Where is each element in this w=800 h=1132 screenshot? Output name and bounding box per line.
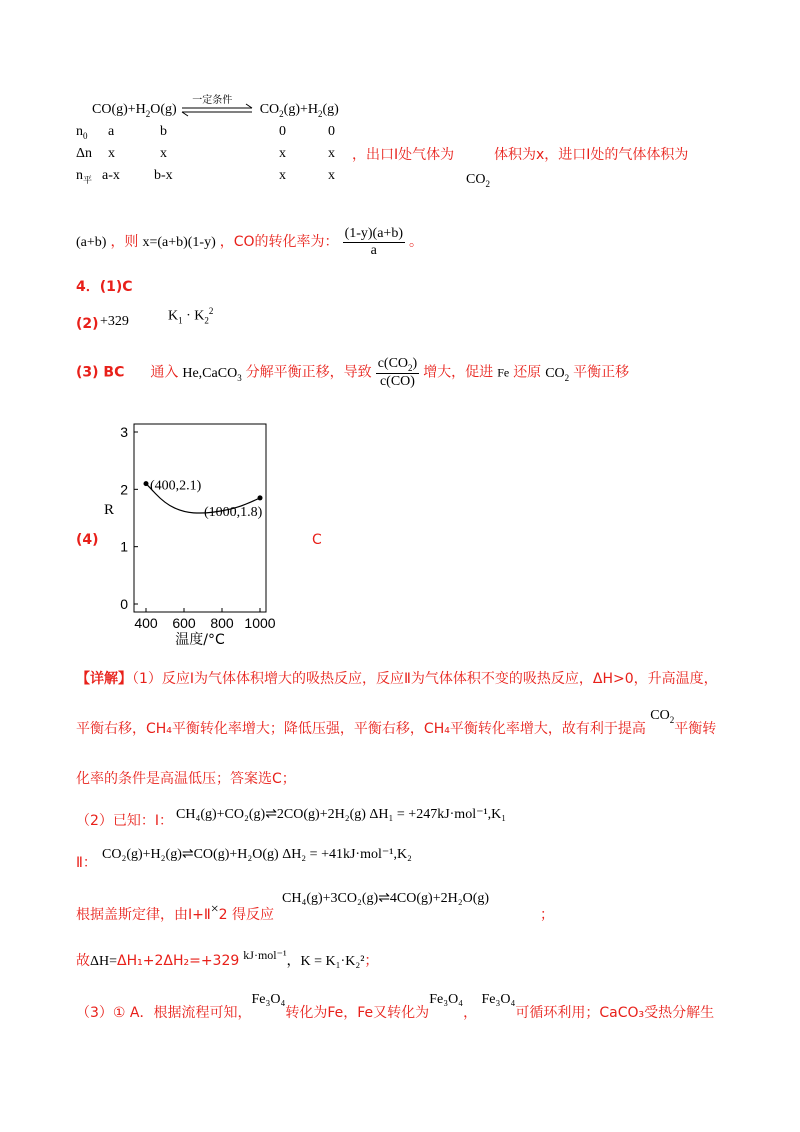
x-tick-label: 1000 (244, 615, 276, 631)
reaction-2-equation: CO₂(g)+H₂(g)⇌CO(g)+H₂O(g) ΔH₂ = +41kJ·mol⁻¹,K₂ (102, 847, 412, 862)
table-cell: b-x (154, 168, 173, 183)
table-cell: x (108, 146, 115, 161)
detail-paragraph-3 (76, 992, 715, 1022)
answer-4-2-k (168, 306, 213, 325)
text: 还原 (513, 364, 542, 381)
co2-formula (466, 172, 490, 189)
answer-4-4-label: (4) (76, 532, 99, 548)
text: 2 得反应 (218, 907, 275, 923)
text: He,CaCO (182, 365, 238, 381)
fraction-numerator (376, 356, 420, 374)
y-axis-label: R (104, 502, 115, 518)
reaction-condition: 一定条件 (192, 94, 233, 106)
k-symbol: K (168, 308, 179, 324)
reaction-lhs2: O(g) (150, 102, 177, 117)
he-caco3 (182, 366, 241, 381)
y-tick-label: 2 (120, 481, 128, 498)
known-label: （2）已知：Ⅰ： (76, 813, 174, 829)
period: 。 (408, 234, 423, 251)
table-cell: 0 (279, 124, 286, 139)
r-vs-temperature-chart (90, 418, 290, 648)
row-label: n (76, 124, 83, 139)
co2-formula (545, 366, 569, 381)
table-cell: x (328, 168, 335, 183)
hess-law-line (76, 904, 274, 924)
semicolon: ； (364, 953, 379, 969)
delta-h: ΔH= (90, 954, 118, 969)
reaction-rhs-sub: 2 (279, 108, 284, 119)
k-expression: ，K = K₁·K₂² (286, 954, 365, 969)
co2-text: CO (466, 172, 486, 187)
sub: 2 (564, 372, 570, 383)
fe3o4-formula: Fe₃O₄ (481, 992, 516, 1007)
x-tick-label: 800 (210, 615, 234, 631)
y-tick-label: 0 (120, 596, 128, 612)
answer-4-3 (76, 356, 629, 390)
text: 平衡右移，CH₄平衡转化率增大；降低压强，平衡右移，CH₄平衡转化率增大，故有利于提高 (76, 721, 646, 737)
annotation-end: (1000,1.8) (204, 504, 263, 520)
fe3o4-formula: Fe₃O₄ (429, 992, 464, 1007)
reaction-lhs: CO(g)+H (92, 102, 146, 117)
table-cell: x (279, 146, 286, 161)
text: 分解平衡正移，导致 (245, 364, 372, 381)
text: 故 (76, 953, 90, 969)
text: 根据盖斯定律，由Ⅰ+Ⅱ (76, 907, 211, 923)
co2-formula (650, 708, 674, 723)
text: （3）① A．根据流程可知， (76, 1005, 252, 1021)
text: 平衡转 (674, 721, 717, 737)
annotation-start: (400,2.1) (150, 478, 202, 494)
data-point (144, 481, 149, 486)
row-label-sub: 平 (83, 174, 93, 185)
overall-reaction: CH₄(g)+3CO₂(g)⇌4CO(g)+2H₂O(g) (282, 891, 490, 906)
enthalpy-line (76, 950, 378, 970)
row-label-sub: 0 (83, 130, 88, 141)
x-axis-label: 温度/°C (175, 632, 225, 648)
answer-4-1: 4．(1)C (76, 279, 133, 295)
table-row (76, 124, 88, 141)
table-cell: x (279, 168, 286, 183)
table-cell: x (160, 146, 167, 161)
fraction-denominator: a (370, 243, 377, 258)
table-note1: ，出口Ⅰ处气体为 (352, 147, 455, 163)
table-note2: 体积为x，进口Ⅰ处的气体体积为 (494, 147, 689, 163)
reaction-rhs-sub2: 2 (318, 108, 323, 119)
fraction-numerator: (1-y)(a+b) (344, 226, 403, 241)
ab-then: ，则 (110, 234, 139, 251)
conversion-label: ，CO的转化率为： (219, 234, 339, 251)
reaction-1-equation: CH₄(g)+CO₂(g)⇌2CO(g)+2H₂(g) ΔH₁ = +247kJ·mol⁻¹,K₁ (176, 807, 507, 822)
detail-paragraph-1b (76, 708, 717, 739)
reaction-rhs3: (g) (322, 102, 339, 117)
detail-paragraph-1 (76, 668, 718, 688)
unit: kJ·mol⁻¹ (243, 948, 287, 962)
table-cell: a (108, 124, 115, 139)
text: ， (463, 1005, 478, 1021)
answer-4-2-value: +329 (100, 314, 129, 329)
concentration-ratio (376, 356, 420, 390)
detail-tag: 【详解】 (76, 671, 132, 687)
text: CO (650, 708, 670, 723)
times-symbol: × (210, 902, 219, 917)
sub: 2 (408, 362, 413, 373)
text: 通入 (150, 364, 179, 381)
text: c(CO (377, 356, 409, 371)
equilibrium-arrows-icon (180, 103, 256, 117)
y-tick-label: 3 (120, 424, 128, 440)
sub: 2 (669, 714, 675, 725)
text: 可循环利用；CaCO₃受热分解生 (515, 1005, 715, 1021)
k2-sup: 2 (208, 306, 214, 316)
text: 平衡正移 (573, 364, 630, 381)
table-cell: 0 (328, 124, 335, 139)
table-cell: a-x (102, 168, 120, 183)
semicolon: ； (540, 907, 554, 923)
sub: 3 (237, 372, 242, 383)
reaction-2-label: Ⅱ： (76, 855, 97, 871)
conversion-fraction (343, 226, 405, 259)
answer-4-4-value: C (312, 532, 322, 548)
x-tick-label: 600 (172, 615, 196, 631)
answer-4-3-label: (3) BC (76, 364, 125, 381)
x-tick-label: 400 (134, 615, 158, 631)
text: （1）反应Ⅰ为气体体积增大的吸热反应，反应Ⅱ为气体体积不变的吸热反应，ΔH>0，升高温度， (132, 671, 718, 687)
text: ΔH₁+2ΔH₂=+329 (117, 953, 240, 969)
reaction-rhs: CO (259, 102, 280, 117)
table-cell: b (160, 124, 167, 139)
row-label: Δn (76, 146, 93, 161)
table-cell: x (328, 146, 335, 161)
table-row (76, 168, 92, 186)
reaction-lhs-sub: 2 (145, 108, 151, 119)
detail-paragraph-1c: 化率的条件是高温低压；答案选C； (76, 771, 296, 787)
reaction-equation (92, 94, 339, 119)
fe3o4-formula: Fe₃O₄ (251, 992, 286, 1007)
row-label: n (76, 168, 83, 183)
dot: · (186, 308, 191, 324)
fe-symbol: Fe (497, 365, 510, 380)
conversion-line (76, 226, 423, 259)
k-sub: 1 (178, 315, 183, 326)
x-expression: x=(a+b)(1-y) (142, 235, 216, 251)
ab-expression: (a+b) (76, 235, 107, 251)
text: 增大，促进 (423, 364, 494, 381)
k2-sub: 2 (204, 315, 209, 326)
y-tick-label: 1 (120, 538, 128, 555)
text: 转化为Fe，Fe又转化为 (285, 1005, 430, 1021)
text: CO (545, 365, 565, 381)
answer-4-2-label: (2) (76, 316, 99, 332)
text: ) (412, 356, 418, 371)
co2-sub: 2 (485, 178, 490, 189)
fraction-denominator: c(CO) (379, 373, 415, 389)
k2-symbol: K (194, 308, 205, 324)
reversible-arrow (180, 94, 256, 117)
reaction-rhs2: (g)+H (283, 102, 319, 117)
data-point (258, 495, 263, 500)
